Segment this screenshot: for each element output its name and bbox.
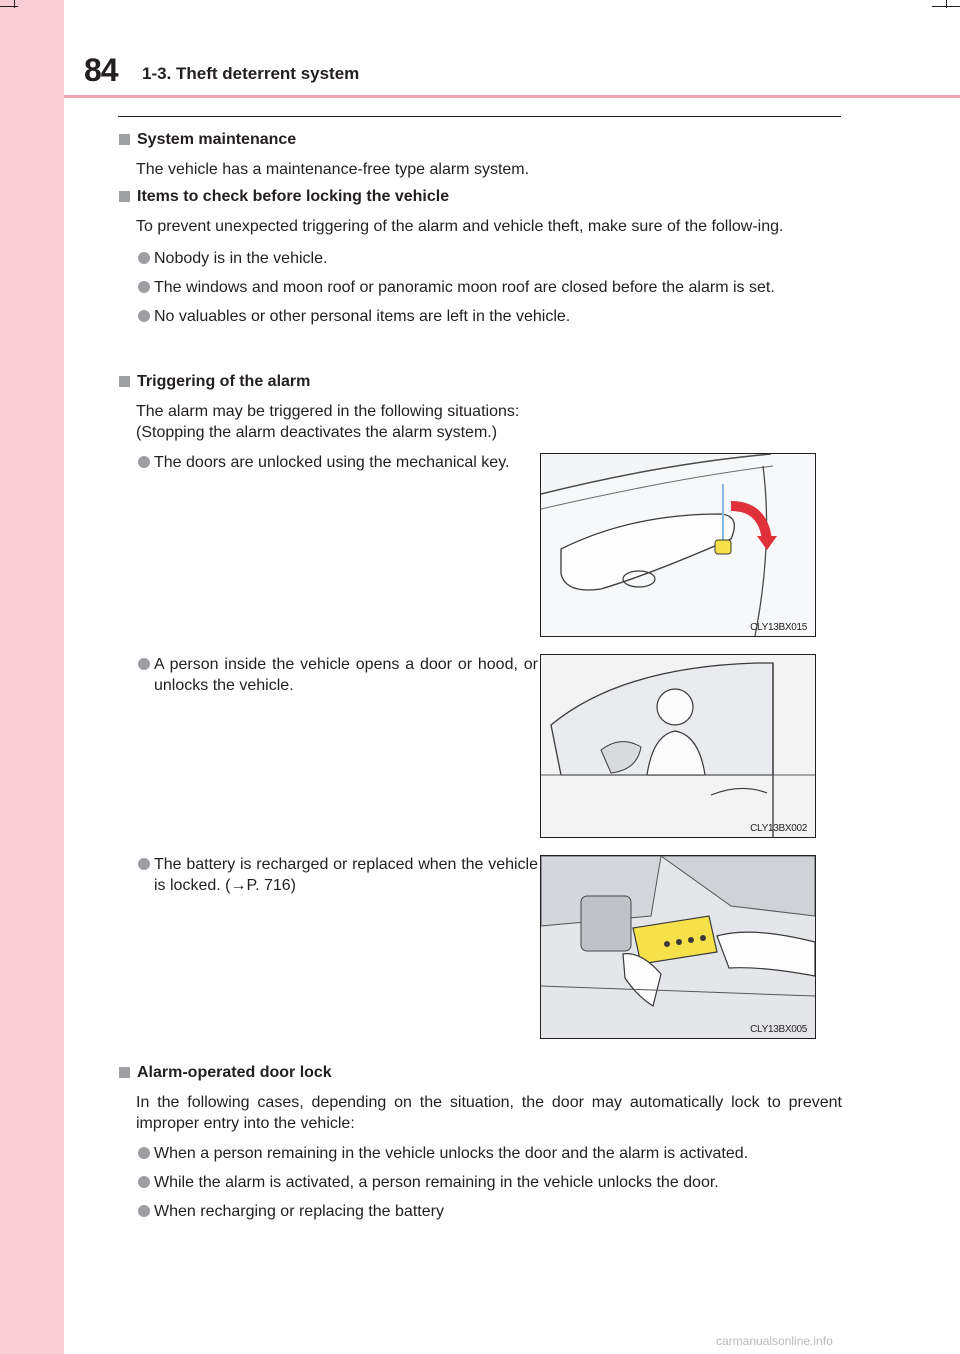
figure-code: CLY13BX015 (750, 622, 807, 633)
paragraph: The alarm may be triggered in the following situations: (136, 403, 520, 420)
reference-arrow-icon: → (230, 877, 247, 894)
section-system-maintenance (118, 129, 842, 180)
section-alarm-door-lock (118, 1062, 842, 1222)
paragraph: The vehicle has a maintenance-free type alarm system. (136, 161, 530, 178)
round-bullet-icon (138, 658, 150, 670)
round-bullet-icon (138, 1205, 150, 1217)
crop-mark (932, 6, 960, 7)
round-bullet-icon (138, 252, 150, 264)
list-item: Nobody is in the vehicle. (118, 248, 842, 269)
section-title: 1-3. Theft deterrent system (142, 64, 360, 83)
watermark: carmanualsonline.info (716, 1334, 833, 1348)
section-heading: Alarm-operated door lock (118, 1062, 842, 1083)
round-bullet-icon (138, 858, 150, 870)
section-heading: System maintenance (118, 129, 842, 150)
figure-code: CLY13BX005 (750, 1024, 807, 1035)
round-bullet-icon (138, 456, 150, 468)
header-divider (64, 95, 960, 98)
figure-code: CLY13BX002 (750, 823, 807, 834)
list-item: The windows and moon roof or panoramic moon roof are closed before the alarm is set. (118, 277, 842, 298)
crop-mark (0, 6, 18, 7)
square-bullet-icon (119, 1067, 130, 1078)
square-bullet-icon (119, 191, 130, 202)
list-item: The battery is recharged or replaced when the vehicle is locked. (→P. 716) (136, 854, 538, 896)
paragraph: (Stopping the alarm deactivates the alarm system.) (136, 424, 498, 441)
section-heading: Items to check before locking the vehicle (118, 186, 842, 207)
section-triggering (118, 371, 842, 443)
door-handle-key-illustration (540, 453, 816, 637)
page-sidebar-band (0, 0, 64, 1354)
list-item: When a person remaining in the vehicle unlocks the door and the alarm is activated. (118, 1143, 842, 1164)
section-heading: Triggering of the alarm (118, 371, 842, 392)
content-rule (118, 116, 841, 117)
round-bullet-icon (138, 310, 150, 322)
page-number: 84 (84, 52, 118, 88)
list-item: No valuables or other personal items are left in the vehicle. (118, 306, 842, 327)
list-item: While the alarm is activated, a person remaining in the vehicle unlocks the door. (118, 1172, 842, 1193)
round-bullet-icon (138, 281, 150, 293)
paragraph: In the following cases, depending on the situation, the door may automatically lock to prevent improper entry into the vehicle: (136, 1094, 842, 1132)
square-bullet-icon (119, 376, 130, 387)
list-item: When recharging or replacing the battery (118, 1201, 842, 1222)
square-bullet-icon (119, 134, 130, 145)
round-bullet-icon (138, 1147, 150, 1159)
list-item: A person inside the vehicle opens a door or hood, or unlocks the vehicle. (136, 654, 538, 696)
person-in-vehicle-illustration (540, 654, 816, 838)
battery-replacement-illustration (540, 855, 816, 1039)
list-item: The doors are unlocked using the mechanical key. (136, 452, 538, 473)
round-bullet-icon (138, 1176, 150, 1188)
section-items-to-check (118, 186, 842, 327)
paragraph: To prevent unexpected triggering of the alarm and vehicle theft, make sure of the follow-ing. (136, 218, 784, 235)
